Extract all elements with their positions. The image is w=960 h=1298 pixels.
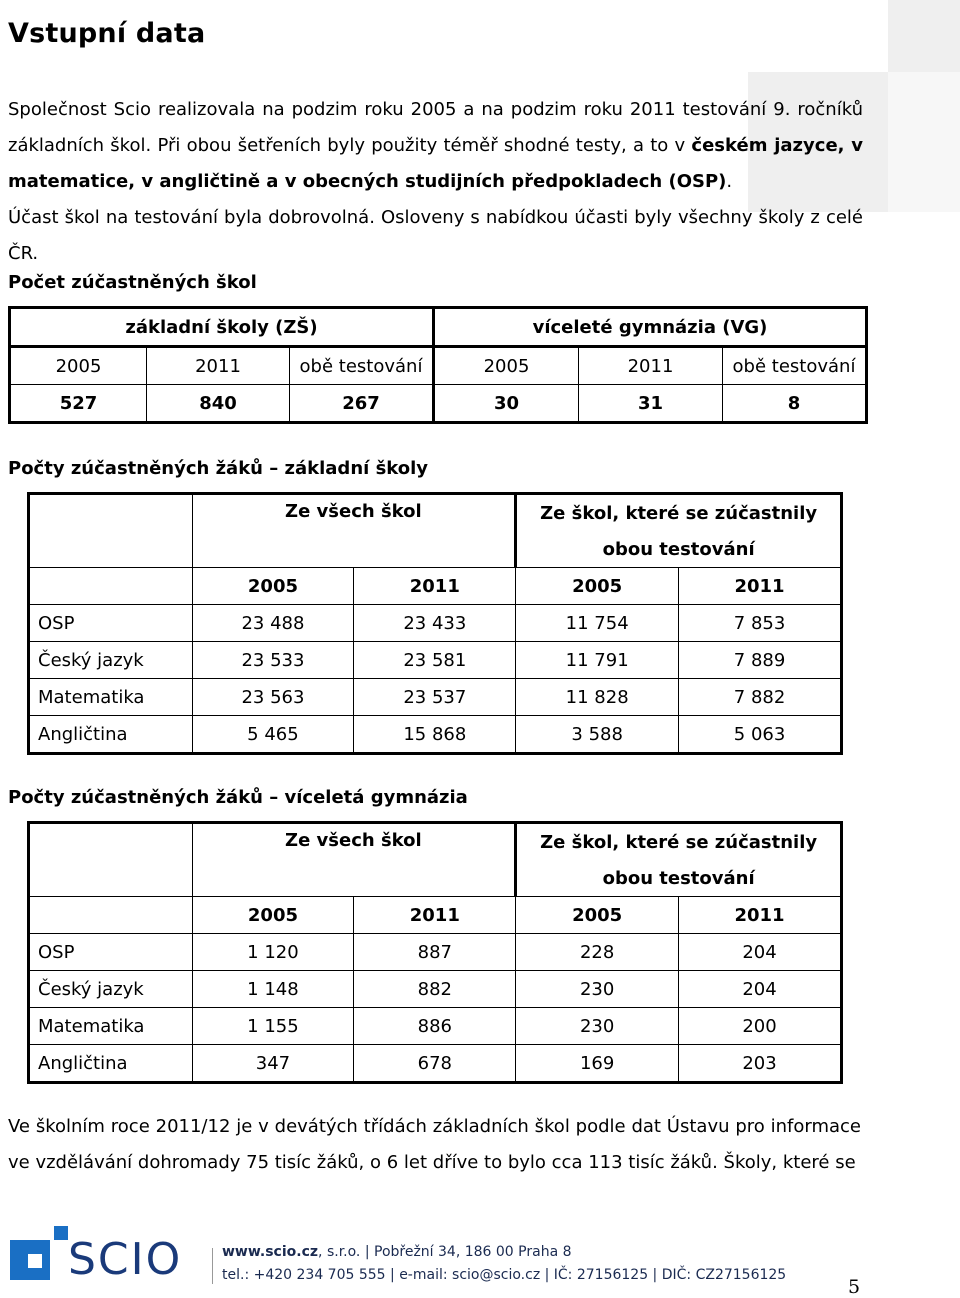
- table-header-row: [10, 308, 867, 347]
- table-cell: 886: [354, 1008, 516, 1045]
- page-title: Vstupní data: [8, 18, 206, 49]
- table-cell: 169: [516, 1045, 679, 1083]
- group-header-both-line1: Ze škol, které se zúčastnily: [516, 494, 842, 532]
- table-row: [10, 385, 867, 423]
- intro-text-end: .: [726, 171, 733, 192]
- table-cell: 3 588: [516, 716, 679, 754]
- table-cell: 23 533: [192, 642, 354, 679]
- table-cell: 2011: [147, 347, 290, 385]
- table-cell: 203: [679, 1045, 842, 1083]
- table-cell: 230: [516, 971, 679, 1008]
- table-cell: 11 828: [516, 679, 679, 716]
- intro-paragraph-1: [8, 92, 863, 200]
- table-cell: 527: [10, 385, 147, 423]
- year-header: 2005: [516, 897, 679, 934]
- year-header: 2011: [679, 568, 842, 605]
- row-label: OSP: [29, 934, 193, 971]
- table-cell: 1 155: [192, 1008, 354, 1045]
- row-label: Angličtina: [29, 1045, 193, 1083]
- table-cell: 15 868: [354, 716, 516, 754]
- group-header-vg: víceleté gymnázia (VG): [434, 308, 867, 347]
- group-header-all-schools: Ze všech škol: [192, 494, 516, 568]
- year-header: 2005: [192, 568, 354, 605]
- table-cell: 2005: [434, 347, 579, 385]
- table-cell: 347: [192, 1045, 354, 1083]
- table-row: [29, 679, 842, 716]
- table-cell: 7 889: [679, 642, 842, 679]
- table-row: [29, 1008, 842, 1045]
- table-cell: [29, 897, 193, 934]
- table-header-row: [29, 494, 842, 532]
- table-cell: 204: [679, 934, 842, 971]
- group-header-all-schools: Ze všech škol: [192, 823, 516, 897]
- year-header: 2005: [192, 897, 354, 934]
- table-row: [29, 716, 842, 754]
- year-header-row: [29, 568, 842, 605]
- zs-students-table: [27, 492, 843, 755]
- table-cell: 11 791: [516, 642, 679, 679]
- table-cell: 200: [679, 1008, 842, 1045]
- row-label: Matematika: [29, 1008, 193, 1045]
- table-cell: 1 120: [192, 934, 354, 971]
- table-cell: 23 488: [192, 605, 354, 642]
- intro-text: [8, 92, 863, 272]
- table-cell: 23 563: [192, 679, 354, 716]
- table-cell: 230: [516, 1008, 679, 1045]
- section-title-schools: Počet zúčastněných škol: [8, 272, 257, 293]
- table-cell: 5 465: [192, 716, 354, 754]
- table-cell: [29, 568, 193, 605]
- table-cell: 2005: [10, 347, 147, 385]
- table-cell: 2011: [579, 347, 723, 385]
- vg-students-table: [27, 821, 843, 1084]
- footer-contact: tel.: +420 234 705 555 | e-mail: scio@scio.cz | IČ: 27156125 | DIČ: CZ27156125: [222, 1267, 787, 1283]
- group-header-zs: základní školy (ZŠ): [10, 308, 434, 347]
- section-title-zs-students: Počty zúčastněných žáků – základní školy: [8, 458, 429, 479]
- section-title-vg-students: Počty zúčastněných žáků – víceletá gymnázia: [8, 787, 468, 808]
- group-header-both-line2: obou testování: [516, 860, 842, 897]
- group-header-both-line2: obou testování: [516, 531, 842, 568]
- table-cell: 23 537: [354, 679, 516, 716]
- year-header: 2011: [354, 568, 516, 605]
- table-cell: 31: [579, 385, 723, 423]
- table-cell: obě testování: [290, 347, 434, 385]
- table-cell: 5 063: [679, 716, 842, 754]
- footer-web-link[interactable]: www.scio.cz: [222, 1244, 319, 1260]
- table-cell: 8: [723, 385, 867, 423]
- table-cell: 23 433: [354, 605, 516, 642]
- year-header: 2011: [679, 897, 842, 934]
- table-corner-cell: [29, 823, 193, 897]
- table-cell: 1 148: [192, 971, 354, 1008]
- schools-table: [8, 306, 868, 424]
- intro-text-start: Společnost Scio realizovala na podzim roku 2005 a na podzim roku 2011 testování 9. ročníků základních škol. Při obou šetřeních byly použity téměř shodné testy, a to v: [8, 99, 863, 156]
- table-cell: 204: [679, 971, 842, 1008]
- table-row: [29, 605, 842, 642]
- closing-paragraph: Ve školním roce 2011/12 je v devátých třídách základních škol podle dat Ústavu pro informace ve vzdělávání dohromady 75 tisíc žáků, o 6 let dříve to bylo cca 113 tisíc žáků. Školy, které se: [8, 1116, 861, 1173]
- table-row: [29, 971, 842, 1008]
- footer-address: [222, 1244, 572, 1260]
- table-cell: 23 581: [354, 642, 516, 679]
- table-cell: 30: [434, 385, 579, 423]
- logo-text: SCIO: [68, 1234, 183, 1285]
- table-cell: 678: [354, 1045, 516, 1083]
- year-header-row: [29, 897, 842, 934]
- row-label: OSP: [29, 605, 193, 642]
- table-row: [29, 1045, 842, 1083]
- table-cell: 882: [354, 971, 516, 1008]
- intro-paragraph-2: Účast škol na testování byla dobrovolná. Osloveny s nabídkou účasti byly všechny školy z celé ČR.: [8, 207, 863, 264]
- page-number: 5: [848, 1276, 861, 1298]
- table-row: [29, 642, 842, 679]
- table-cell: 887: [354, 934, 516, 971]
- year-header: 2005: [516, 568, 679, 605]
- row-label: Angličtina: [29, 716, 193, 754]
- decorative-square: [888, 72, 960, 212]
- table-row: [10, 347, 867, 385]
- year-header: 2011: [354, 897, 516, 934]
- table-corner-cell: [29, 494, 193, 568]
- table-cell: 228: [516, 934, 679, 971]
- table-header-row: [29, 823, 842, 861]
- table-row: [29, 934, 842, 971]
- table-cell: obě testování: [723, 347, 867, 385]
- table-cell: 7 853: [679, 605, 842, 642]
- decorative-square: [888, 0, 960, 72]
- row-label: Matematika: [29, 679, 193, 716]
- footer-company: , s.r.o. | Pobřežní 34, 186 00 Praha 8: [318, 1244, 572, 1260]
- table-cell: 11 754: [516, 605, 679, 642]
- intro-subjects: českém jazyce, v matematice, v angličtině a v obecných studijních předpokladech (OSP): [8, 135, 864, 192]
- group-header-both-line1: Ze škol, které se zúčastnily: [516, 823, 842, 861]
- table-cell: 267: [290, 385, 434, 423]
- row-label: Český jazyk: [29, 642, 193, 679]
- row-label: Český jazyk: [29, 971, 193, 1008]
- table-cell: 7 882: [679, 679, 842, 716]
- table-cell: 840: [147, 385, 290, 423]
- footer-divider: [212, 1248, 213, 1284]
